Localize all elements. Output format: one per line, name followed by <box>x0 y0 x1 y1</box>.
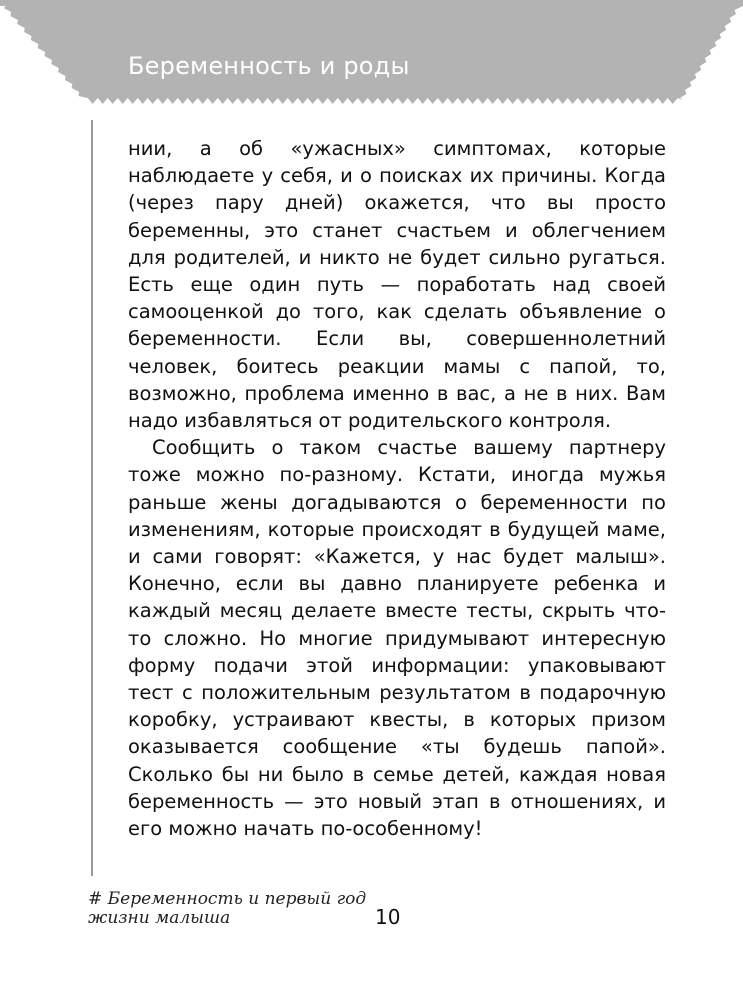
header-band <box>0 0 743 104</box>
page-number: 10 <box>375 905 401 929</box>
body-text <box>128 135 666 842</box>
footer-book-title-line2: жизни малыша <box>88 908 231 928</box>
running-head-title: Беременность и роды <box>128 52 410 80</box>
paragraph-1: нии, а об «ужасных» симптомах, которые наблюдаете у себя, и о поисках их причины. Когда (через пару дней) окажется, что вы просто беременны, это станет счастьем и облегчением для родителей, и никто не будет сильно ругаться. Есть еще один путь — поработать над своей самооценкой до того, как сделать объявление о беременности. Если вы, совершеннолетний человек, боитесь реакции мамы с папой, то, возможно, проблема именно в вас, а не в них. Вам надо избавляться от родительского контроля. <box>128 137 666 433</box>
footer-book-title-line1: # Беременность и первый год <box>88 889 367 909</box>
footer-book-title <box>88 889 367 928</box>
paragraph-2: Сообщить о таком счастье вашему партнеру тоже можно по-разному. Кстати, иногда мужья раньше жены догадываются о беременности по изменениям, которые происходят в будущей маме, и сами говорят: «Кажется, у нас будет малыш». Конечно, если вы давно планируете ребенка и каждый месяц делаете вместе тесты, скрыть что-то сложно. Но многие придумывают интересную форму подачи этой информации: упаковывают тест с положительным результатом в подарочную коробку, устраивают квесты, в которых призом оказывается сообщение «ты будешь папой». Сколько бы ни было в семье детей, каждая новая беременность — это новый этап в отношениях, и его можно начать по-особенному! <box>128 436 666 841</box>
margin-rule <box>91 120 93 876</box>
